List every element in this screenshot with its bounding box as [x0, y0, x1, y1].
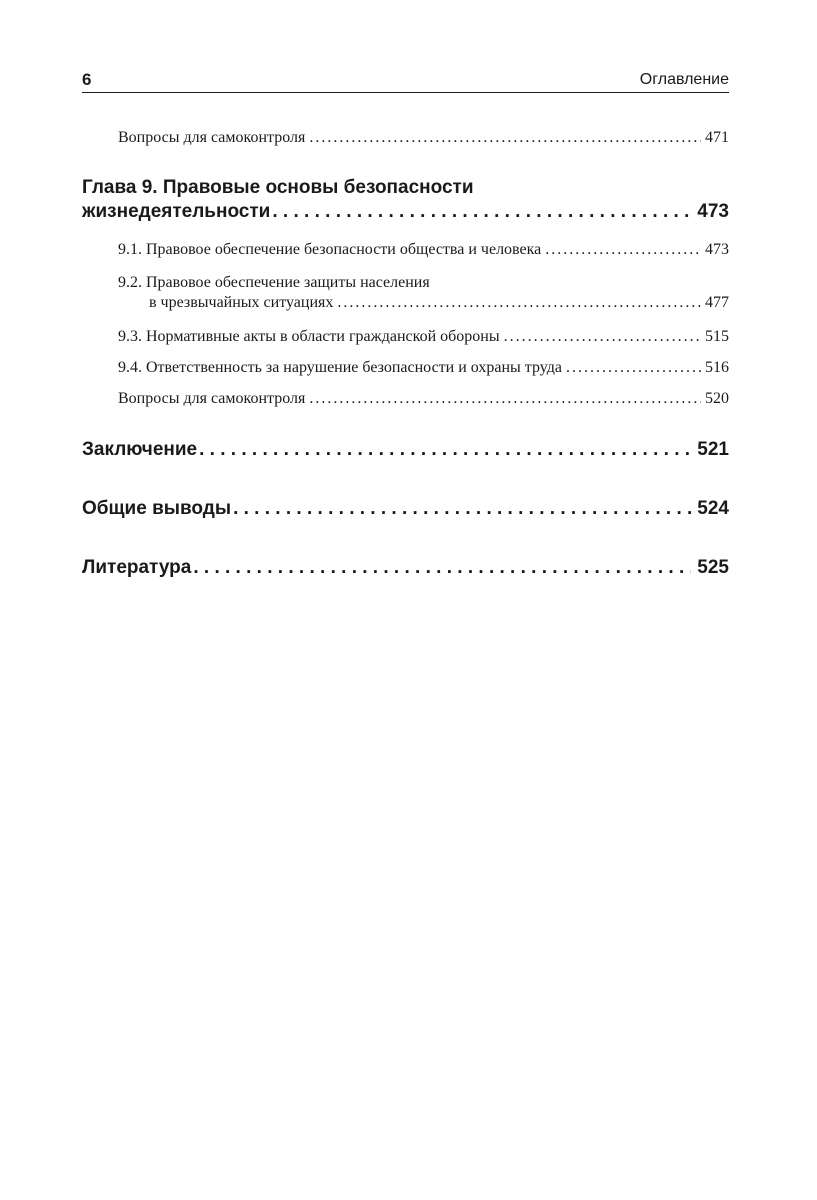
toc-entry-9-4[interactable]	[118, 358, 729, 378]
toc-entry-9-2-line1[interactable]: 9.2. Правовое обеспечение защиты населения	[118, 274, 430, 291]
toc-entry-questions-bottom[interactable]	[118, 389, 729, 409]
dot-leader	[504, 327, 701, 347]
toc-entry-conclusion[interactable]	[82, 438, 729, 462]
toc-entry-chapter9[interactable]	[82, 200, 729, 224]
dot-leader	[566, 358, 701, 378]
running-head	[82, 70, 729, 93]
toc-entry-page: 473	[697, 201, 729, 222]
toc-entry-label: Вопросы для самоконтроля	[118, 390, 306, 407]
toc-entry-9-3[interactable]	[118, 327, 729, 347]
dot-leader	[309, 389, 701, 409]
dot-leader	[272, 200, 691, 224]
toc-entry-page: 473	[705, 241, 729, 258]
dot-leader	[337, 293, 701, 313]
toc-entry-page: 516	[705, 359, 729, 376]
running-title: Оглавление	[639, 71, 729, 88]
dot-leader	[309, 128, 701, 148]
toc-entry-label: Литература	[82, 557, 192, 578]
toc-entry-page: 515	[705, 328, 729, 345]
toc-entry-page: 477	[705, 294, 729, 311]
chapter-title-line1[interactable]: Глава 9. Правовые основы безопасности	[82, 177, 474, 198]
toc-entry-page: 471	[705, 129, 729, 146]
dot-leader	[233, 497, 691, 521]
toc-entry-label: Заключение	[82, 439, 198, 460]
dot-leader	[545, 240, 701, 260]
toc-entry-page: 521	[697, 439, 729, 460]
toc-entry-label: 9.3. Нормативные акты в области гражданской обороны	[118, 328, 500, 345]
toc-entry-literature[interactable]	[82, 556, 729, 580]
page-number: 6	[82, 70, 92, 89]
toc-entry-9-2[interactable]	[149, 293, 729, 313]
toc-entry-label: Общие выводы	[82, 498, 232, 519]
toc-entry-questions-top[interactable]	[118, 128, 729, 148]
toc-entry-page: 524	[697, 498, 729, 519]
toc-entry-page: 525	[697, 557, 729, 578]
toc-entry-label: в чрезвычайных ситуациях	[149, 294, 334, 311]
toc-entry-general-conclusions[interactable]	[82, 497, 729, 521]
toc-entry-label: 9.1. Правовое обеспечение безопасности общества и человека	[118, 241, 542, 258]
toc-entry-label: Вопросы для самоконтроля	[118, 129, 306, 146]
chapter-title-line2: жизнедеятельности	[82, 201, 271, 222]
toc-entry-9-1[interactable]	[118, 240, 729, 260]
toc-entry-page: 520	[705, 390, 729, 407]
dot-leader	[193, 556, 691, 580]
toc-entry-label: 9.4. Ответственность за нарушение безопасности и охраны труда	[118, 359, 563, 376]
dot-leader	[199, 438, 691, 462]
